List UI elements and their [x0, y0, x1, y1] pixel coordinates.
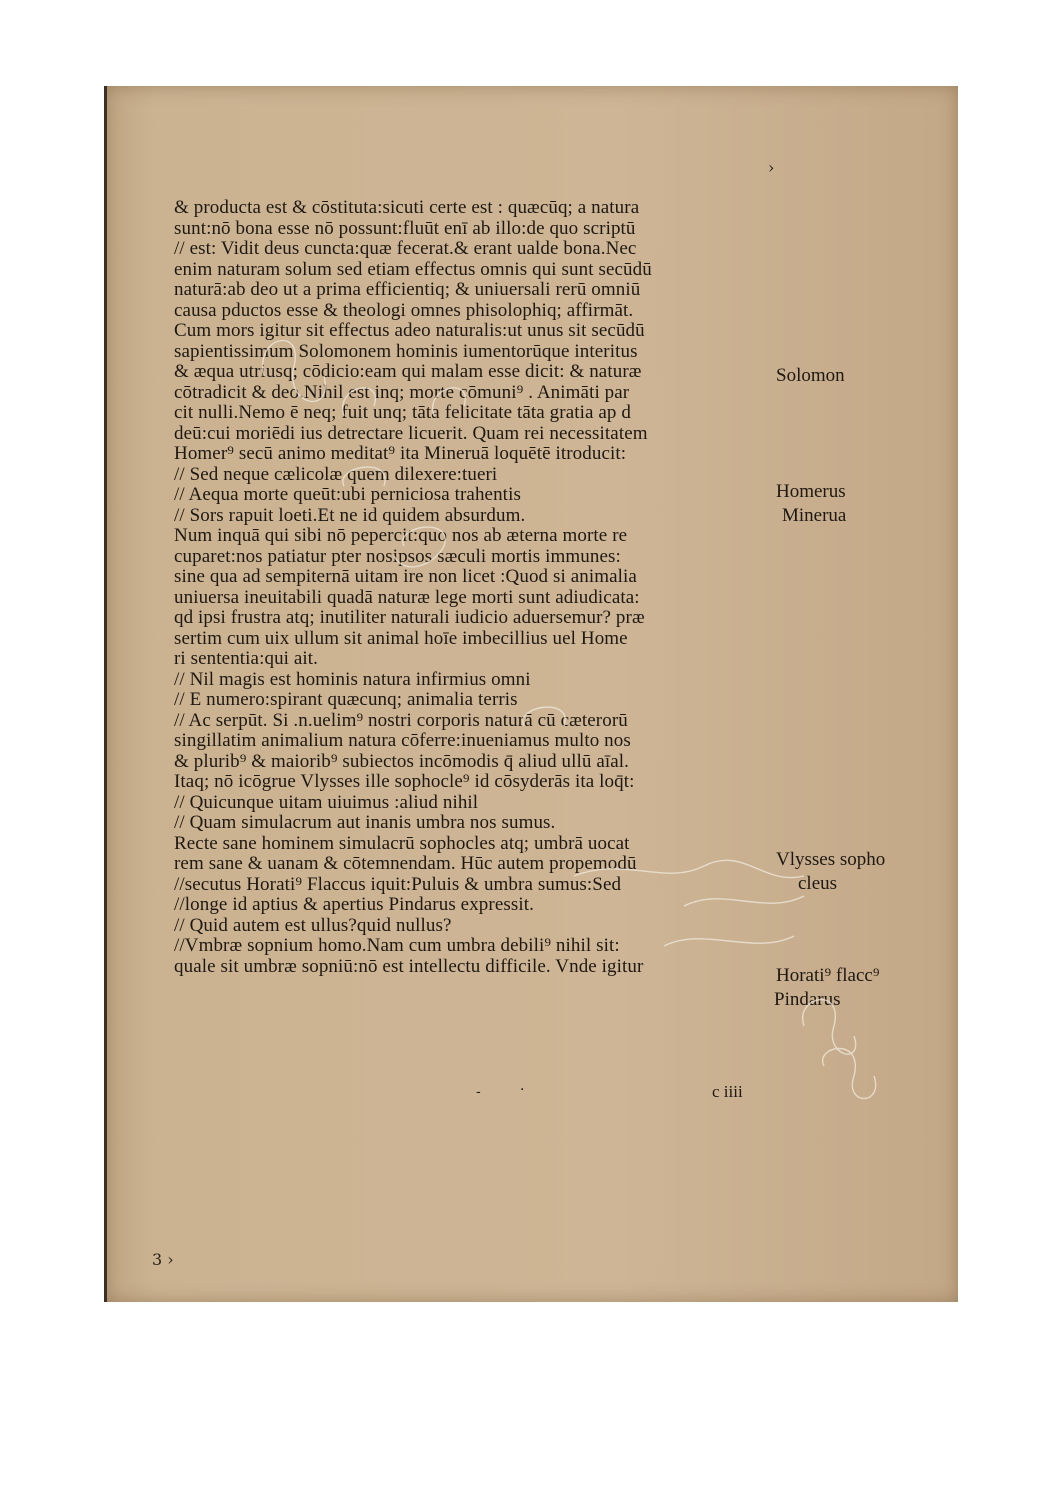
text-line: Recte sane hominem simulacrū sophocles atq; umbrā uocat: [174, 832, 630, 854]
text-line: Itaq; nō icōgrue Vlysses ille sophocle⁹ id cōsyderās ita loq̄t:: [174, 771, 635, 792]
text-line: // Sors rapuit loeti.Et ne id quidem absurdum.: [174, 504, 526, 526]
text-line: sapientissimum Solomonem hominis iumentorūque interitus: [174, 340, 638, 362]
margin-note-homerus: Homerus: [776, 481, 846, 502]
text-line: cit nulli.Nemo ē neq; fuit unq; tāta felicitate tāta gratia ap d: [174, 402, 631, 423]
margin-note-minerua: Minerua: [782, 505, 847, 526]
text-line: Homer⁹ secū animo meditat⁹ ita Mineruā loquētē itroducit:: [174, 443, 627, 464]
text-line: Num inquā qui sibi nō pepercit:quo nos ab æterna morte re: [174, 525, 628, 546]
text-line: rem sane & uanam & cōtemnendam. Hūc autem propemodū: [174, 853, 637, 874]
margin-note-pindarus: Pindarus: [774, 989, 841, 1010]
ink-dot: ·: [520, 1082, 525, 1098]
text-line: // Quid autem est ullus?quid nullus?: [174, 914, 452, 936]
text-line: enim naturam solum sed etiam effectus omnis qui sunt secūdū: [174, 258, 652, 280]
scribble-loop: [433, 388, 466, 416]
text-line: ri sententia:qui ait.: [174, 648, 319, 669]
text-line: & producta est & cōstituta:sicuti certe est : quæcūq; a natura: [174, 197, 640, 218]
text-line: // E numero:spirant quæcunq; animalia terris: [174, 689, 518, 710]
text-line: //longe id aptius & apertius Pindarus expressit.: [174, 894, 534, 915]
margin-note-solomon: Solomon: [776, 365, 845, 386]
text-line: //Vmbræ sopnium homo.Nam cum umbra debili⁹ nihil sit:: [174, 935, 620, 956]
text-line: & æqua utriusq; cōdicio:eam qui malam esse dicit: & naturæ: [174, 361, 642, 382]
scribble-loop: [823, 1049, 876, 1099]
text-line: // Sed neque cælicolæ quem dilexere:tueri: [174, 463, 498, 485]
scribble-loop: [664, 936, 794, 946]
text-line: //secutus Horati⁹ Flaccus iquit:Puluis & umbra sumus:Sed: [174, 873, 622, 895]
scribble-loop: [523, 707, 565, 726]
text-line: sunt:nō bona esse nō possunt:fluūt enī ab illo:de quo scriptū: [174, 217, 636, 239]
corner-mark: 3 ›: [152, 1250, 174, 1269]
text-line: // Nil magis est hominis natura infirmius omni: [174, 668, 531, 690]
top-mark: ›: [768, 158, 775, 177]
scribble-marks: [104, 86, 958, 1302]
text-line: singillatim animalium natura cōferre:inueniamus multo nos: [174, 730, 631, 751]
text-line: sine qua ad sempiternā uitam ire non licet :Quod si animalia: [174, 566, 637, 587]
scribble-loop: [803, 1000, 856, 1054]
text-line: // Ac serpūt. Si .n.uelim⁹ nostri corporis naturā cū cæterorū: [174, 709, 628, 731]
text-line: & plurib⁹ & maiorib⁹ subiectos incōmodis q̄ aliud ullū aīal.: [174, 750, 630, 772]
margin-note-vlysses: Vlysses sopho: [776, 849, 886, 870]
manuscript-leaf: [104, 86, 958, 1302]
signature-mark: c iiii: [712, 1082, 743, 1101]
scribble-loop: [343, 467, 385, 486]
text-line: // Quam simulacrum aut inanis umbra nos sumus.: [174, 812, 556, 833]
scribble-loop: [574, 860, 804, 877]
text-line: // est: Vidit deus cuncta:quæ fecerat.& erant ualde bona.Nec: [174, 238, 637, 259]
scribble-loop: [343, 388, 376, 416]
text-line: causa pductos esse & theologi omnes phisolophiq; affirmāt.: [174, 299, 634, 321]
margin-note-horatius: Horati⁹ flacc⁹: [776, 965, 880, 986]
scribble-loop: [394, 527, 445, 567]
text-line: naturā:ab deo ut a prima efficientiq; & uniuersali rerū omniū: [174, 279, 641, 300]
text-line: // Quicunque uitam uiuimus :aliud nihil: [174, 791, 479, 813]
text-line: uniuersa ineuitabili quadā naturæ lege morti sunt adiudicata:: [174, 586, 640, 608]
text-line: sertim cum uix ullum sit animal hoīe imbecillius uel Home: [174, 627, 628, 649]
scribble-loop: [263, 341, 326, 402]
text-line: cuparet:nos patiatur pter nosipsos sæculi mortis immunes:: [174, 545, 621, 567]
text-line: qd ipsi frustra atq; inutiliter naturali iudicio aduersemur? præ: [174, 607, 645, 628]
text-line: deū:cui moriēdi ius detrectare licuerit. Quam rei necessitatem: [174, 422, 648, 444]
text-line: quale sit umbræ sopniū:nō est intellectu difficile. Vnde igitur: [174, 955, 644, 977]
text-line: Cum mors igitur sit effectus adeo naturalis:ut unus sit secūdū: [174, 320, 645, 341]
text-line: // Aequa morte queūt:ubi perniciosa trahentis: [174, 484, 521, 505]
ink-dot: -: [476, 1084, 481, 1100]
scribble-loop: [684, 896, 804, 906]
margin-note-vlysses-cont: cleus: [798, 873, 838, 894]
text-line: cōtradicit & deo.Nihil est inq; morte cōmuni⁹ . Animāti par: [174, 381, 630, 403]
